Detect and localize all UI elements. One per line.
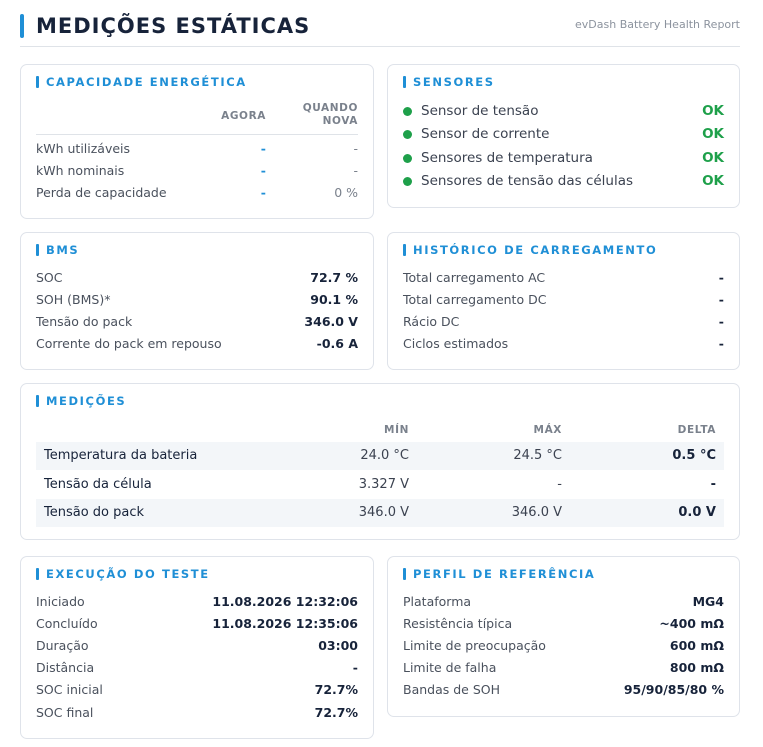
test-row-label: Iniciado <box>36 594 85 609</box>
sensor-label: Sensores de temperatura <box>421 150 593 166</box>
profile-row-label: Limite de falha <box>403 660 497 675</box>
sensor-status: OK <box>702 103 724 119</box>
sensor-item <box>403 147 724 170</box>
status-dot-icon <box>403 107 412 116</box>
charging-row-label: Total carregamento DC <box>403 292 547 307</box>
profile-row <box>403 679 724 701</box>
reference-profile-card <box>387 556 740 717</box>
measurement-label: Temperatura da bateria <box>44 448 198 463</box>
bms-row-label: Corrente do pack em repouso <box>36 336 222 351</box>
charging-row-label: Rácio DC <box>403 314 460 329</box>
measurement-delta: 0.0 V <box>678 505 716 520</box>
measurements-title: MEDIÇÕES <box>36 394 126 408</box>
measurement-min: 24.0 °C <box>360 448 409 463</box>
capacity-row-label: kWh utilizáveis <box>36 141 131 156</box>
charging-row-value: - <box>718 314 724 329</box>
bms-row-value: 90.1 % <box>310 292 358 307</box>
profile-row-value: MG4 <box>692 594 724 609</box>
charging-row-value: - <box>718 292 724 307</box>
table-row <box>36 499 724 527</box>
capacity-row-new: - <box>353 163 358 178</box>
page-title: MEDIÇÕES ESTÁTICAS <box>36 14 311 38</box>
bms-row-value: -0.6 A <box>316 336 358 351</box>
test-execution-card <box>20 556 374 739</box>
capacity-divider <box>36 134 358 135</box>
capacity-row-now: - <box>260 185 266 200</box>
measurement-min: 346.0 V <box>358 505 409 520</box>
charging-row-label: Total carregamento AC <box>403 270 546 285</box>
measurement-label: Tensão do pack <box>44 505 145 520</box>
status-dot-icon <box>403 154 412 163</box>
reference-profile-title: PERFIL DE REFERÊNCIA <box>403 567 595 581</box>
header-accent-bar <box>20 14 24 38</box>
capacity-col-new-line1: QUANDO <box>302 102 358 114</box>
capacity-col-now: AGORA <box>221 110 266 122</box>
sensor-status: OK <box>702 126 724 142</box>
profile-row-label: Bandas de SOH <box>403 682 501 697</box>
charging-row <box>403 267 724 289</box>
test-row-label: SOC final <box>36 705 94 720</box>
status-dot-icon <box>403 177 412 186</box>
capacity-card <box>20 64 374 219</box>
test-row <box>36 679 358 701</box>
report-subtitle: evDash Battery Health Report <box>575 18 740 31</box>
bms-row-value: 346.0 V <box>304 314 358 329</box>
measurements-card <box>20 383 740 540</box>
sensor-label: Sensor de tensão <box>421 103 539 119</box>
sensor-item <box>403 123 724 146</box>
measurements-col-max: MÁX <box>533 424 562 436</box>
test-row-value: 03:00 <box>318 638 358 653</box>
capacity-row-new: 0 % <box>334 185 358 200</box>
capacity-col-new-line2: NOVA <box>322 115 358 127</box>
table-row <box>36 442 724 470</box>
test-row-value: 72.7% <box>314 705 358 720</box>
report-header <box>20 12 740 47</box>
capacity-row-now: - <box>260 141 266 156</box>
capacity-row-label: kWh nominais <box>36 163 125 178</box>
test-row <box>36 613 358 635</box>
charging-row <box>403 333 724 355</box>
measurement-max: 24.5 °C <box>513 448 562 463</box>
test-row <box>36 702 358 724</box>
table-row <box>36 471 724 499</box>
measurement-delta: - <box>710 477 716 492</box>
sensor-label: Sensor de corrente <box>421 126 550 142</box>
test-row <box>36 635 358 657</box>
profile-row-value: 800 mΩ <box>669 660 724 675</box>
profile-row-label: Resistência típica <box>403 616 513 631</box>
profile-row-value: 95/90/85/80 % <box>623 682 724 697</box>
bms-row-label: SOC <box>36 270 63 285</box>
bms-row <box>36 267 358 289</box>
profile-row <box>403 591 724 613</box>
measurement-max: 346.0 V <box>511 505 562 520</box>
profile-row-value: 600 mΩ <box>669 638 724 653</box>
capacity-row <box>36 160 358 182</box>
charging-row <box>403 311 724 333</box>
bms-row <box>36 311 358 333</box>
test-row-label: SOC inicial <box>36 682 103 697</box>
profile-row <box>403 613 724 635</box>
measurements-col-delta: DELTA <box>677 424 716 436</box>
test-row-value: 11.08.2026 12:32:06 <box>212 594 358 609</box>
measurement-label: Tensão da célula <box>44 477 152 492</box>
measurement-max: - <box>557 477 562 492</box>
sensor-item <box>403 170 724 193</box>
profile-row-label: Limite de preocupação <box>403 638 546 653</box>
bms-title: BMS <box>36 243 79 257</box>
measurements-col-min: MÍN <box>384 424 409 436</box>
sensor-label: Sensores de tensão das células <box>421 173 634 189</box>
capacity-title: CAPACIDADE ENERGÉTICA <box>36 75 247 89</box>
sensor-item <box>403 100 724 123</box>
sensors-card <box>387 64 740 208</box>
sensors-title: SENSORES <box>403 75 495 89</box>
test-row <box>36 657 358 679</box>
bms-row-value: 72.7 % <box>310 270 358 285</box>
bms-row-label: Tensão do pack <box>36 314 133 329</box>
test-row-label: Concluído <box>36 616 98 631</box>
profile-row-label: Plataforma <box>403 594 472 609</box>
test-row-value: - <box>352 660 358 675</box>
capacity-row-now: - <box>260 163 266 178</box>
profile-row <box>403 657 724 679</box>
sensor-status: OK <box>702 150 724 166</box>
charging-history-card <box>387 232 740 370</box>
test-row-value: 72.7% <box>314 682 358 697</box>
test-row-value: 11.08.2026 12:35:06 <box>212 616 358 631</box>
test-row-label: Distância <box>36 660 95 675</box>
charging-history-title: HISTÓRICO DE CARREGAMENTO <box>403 243 657 257</box>
capacity-row <box>36 182 358 204</box>
sensor-status: OK <box>702 173 724 189</box>
bms-row-label: SOH (BMS)* <box>36 292 111 307</box>
status-dot-icon <box>403 130 412 139</box>
test-row <box>36 591 358 613</box>
charging-row-value: - <box>718 270 724 285</box>
capacity-row <box>36 138 358 160</box>
test-execution-title: EXECUÇÃO DO TESTE <box>36 567 210 581</box>
measurement-min: 3.327 V <box>358 477 409 492</box>
profile-row <box>403 635 724 657</box>
charging-row-label: Ciclos estimados <box>403 336 509 351</box>
charging-row <box>403 289 724 311</box>
charging-row-value: - <box>718 336 724 351</box>
profile-row-value: ~400 mΩ <box>659 616 724 631</box>
test-row-label: Duração <box>36 638 89 653</box>
capacity-row-label: Perda de capacidade <box>36 185 167 200</box>
bms-row <box>36 289 358 311</box>
bms-card <box>20 232 374 370</box>
bms-row <box>36 333 358 355</box>
measurement-delta: 0.5 °C <box>672 448 716 463</box>
capacity-row-new: - <box>353 141 358 156</box>
